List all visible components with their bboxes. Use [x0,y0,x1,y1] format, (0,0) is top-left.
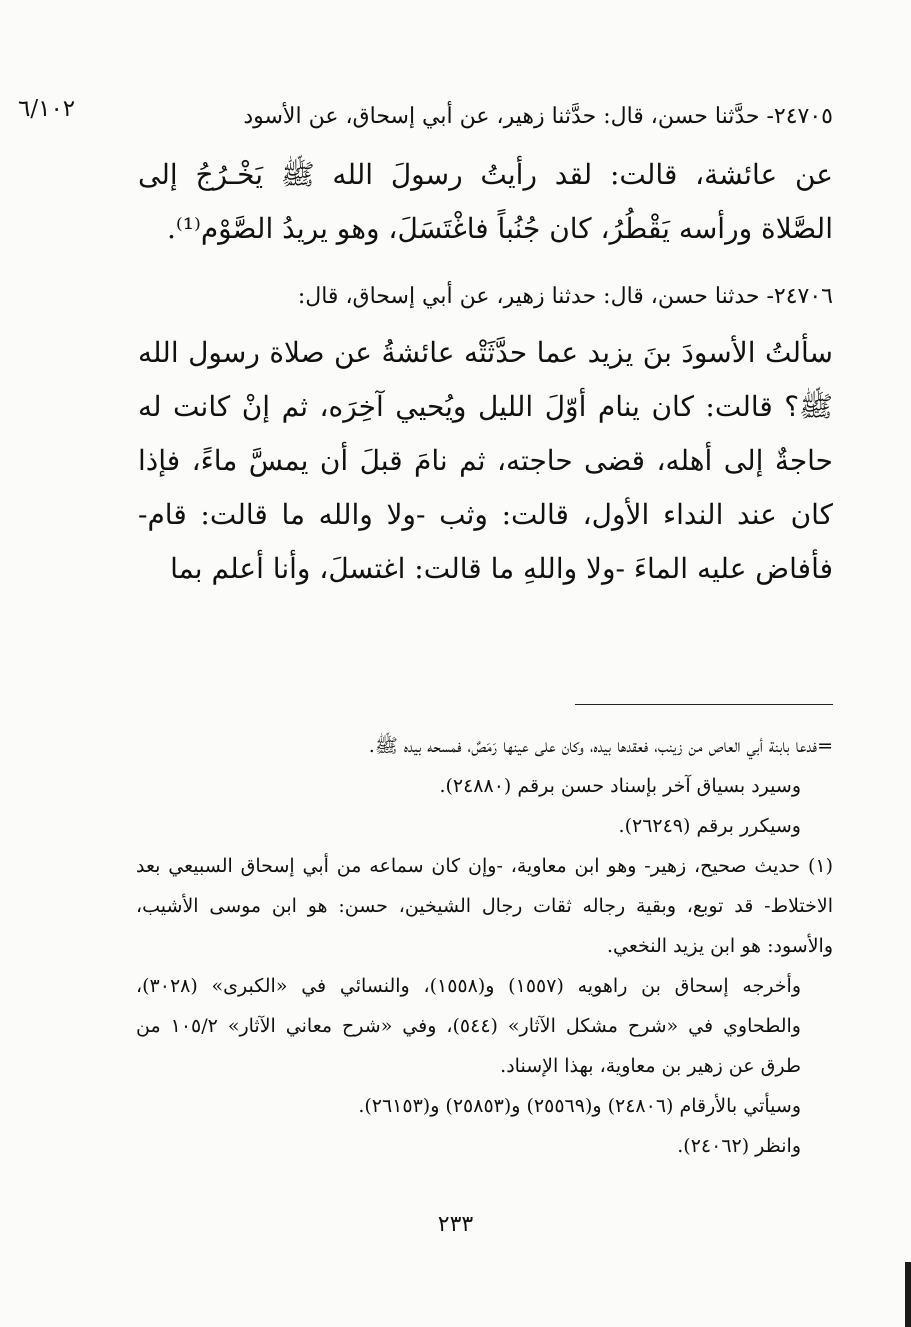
footnote-1-see-also: وانظر (٢٤٠٦٢). [677,1135,801,1157]
footnote-continuation: =فدعا بابنة أبي العاص من زينب، فعقدها بيده، وكان على عينها رَمَصٌ، فمسحه بيده ﷺ. [368,735,833,757]
volume-page-reference: ٦/١٠٢ [18,96,76,122]
hadith-24705-isnad: ٢٤٧٠٥- حدَّثنا حسن، قال: حدَّثنا زهير، عن أبي إسحاق، عن الأسود [243,104,833,129]
hadith-24706-isnad: ٢٤٧٠٦- حدثنا حسن، قال: حدثنا زهير، عن أبي إسحاق، قال: [297,284,833,309]
main-text [138,96,833,596]
scan-edge-shadow [905,1262,911,1327]
page-number: ٢٣٣ [437,1212,474,1237]
footnote-1-later-references: وسيأتي بالأرقام (٢٤٨٠٦) و(٢٥٥٦٩) و(٢٥٨٥٣) و(٢٦١٥٣). [358,1095,801,1117]
footnote-divider [575,704,833,705]
hadith-24705-matn: عن عائشة، قالت: لقد رأيتُ رسولَ الله ﷺ يَخْـرُجُ إلى الصَّلاة ورأسه يَقْطُرُ، كان جُنُباً فاغْتَسَلَ، وهو يريدُ الصَّوْم⁽¹⁾. [138,158,833,245]
footnotes [136,726,833,1166]
footnote-line: وسيرد بسياق آخر بإسناد حسن برقم (٢٤٨٨٠). [439,775,801,797]
hadith-24706-matn: سألتُ الأسودَ بنَ يزيد عما حدَّثَتْه عائشةُ عن صلاة رسول الله ﷺ؟ قالت: كان ينام أوّلَ الليل ويُحيي آخِرَه، ثم إنْ كانت له حاجةٌ إلى أهله، قضى حاجته، ثم نامَ قبلَ أن يمسَّ ماءً، فإذا كان عند النداء الأول، قالت: وثب -ولا والله ما قالت: قام- فأفاض عليه الماءَ -ولا واللهِ ما قالت: اغتسلَ، وأنا أعلم بما [138,336,833,585]
footnote-1-takhrij: وأخرجه إسحاق بن راهويه (١٥٥٧) و(١٥٥٨)، والنسائي في «الكبرى» (٣٠٢٨)، والطحاوي في «شرح مشكل الآثار» (٥٤٤)، وفي «شرح معاني الآثار» ١٠٥/٢ من طرق عن زهير بن معاوية، بهذا الإسناد. [136,975,801,1077]
footnote-1: (١) حديث صحيح، زهير- وهو ابن معاوية، -وإن كان سماعه من أبي إسحاق السبيعي بعد الاختلاط- قد توبع، وبقية رجاله ثقات رجال الشيخين، حسن: هو ابن موسى الأشيب، والأسود: هو ابن يزيد النخعي. [136,855,833,957]
footnote-line: وسيكرر برقم (٢٦٢٤٩). [618,815,801,837]
